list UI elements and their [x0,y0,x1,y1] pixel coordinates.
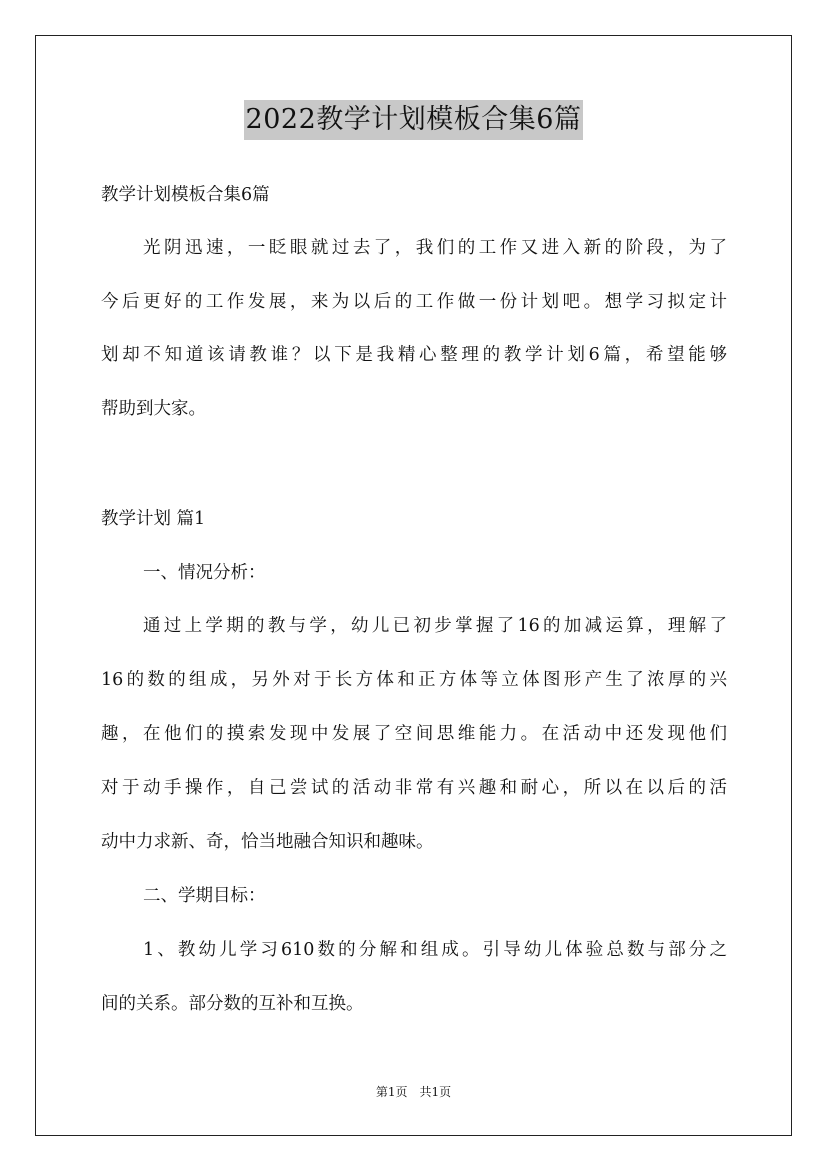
heading-semester-goals: 二、学期目标： [143,886,266,906]
section-heading: 教学计划 篇1 [101,509,206,529]
goal-line-2: 间的关系。部分数的互补和互换。 [101,994,364,1014]
analysis-line-5: 动中力求新、奇，恰当地融合知识和趣味。 [101,832,434,852]
heading-situation-analysis: 一、情况分析： [143,563,266,583]
intro-line-2: 今后更好的工作发展，来为以后的工作做一份计划吧。想学习拟定计 [101,292,727,312]
intro-line-4: 帮助到大家。 [101,399,206,419]
subtitle: 教学计划模板合集6篇 [101,185,270,205]
footer-page-label: 第1页 [375,1085,408,1099]
analysis-line-3: 趣，在他们的摸索发现中发展了空间思维能力。在活动中还发现他们 [101,724,727,744]
intro-line-1: 光阴迅速，一眨眼就过去了，我们的工作又进入新的阶段，为了 [143,238,727,258]
analysis-line-4: 对于动手操作，自己尝试的活动非常有兴趣和耐心，所以在以后的活 [101,778,727,798]
analysis-line-1: 通过上学期的教与学，幼儿已初步掌握了16的加减运算，理解了 [143,616,727,636]
document-title: 2022教学计划模板合集6篇 [244,100,584,140]
analysis-line-2: 16的数的组成，另外对于长方体和正方体等立体图形产生了浓厚的兴 [101,670,727,690]
footer-total-label: 共1页 [419,1085,452,1099]
goal-line-1: 1、教幼儿学习610数的分解和组成。引导幼儿体验总数与部分之 [143,940,727,960]
page-footer [0,1083,827,1101]
intro-line-3: 划却不知道该请教谁？以下是我精心整理的教学计划6篇，希望能够 [101,345,727,365]
title-wrap [0,100,827,140]
